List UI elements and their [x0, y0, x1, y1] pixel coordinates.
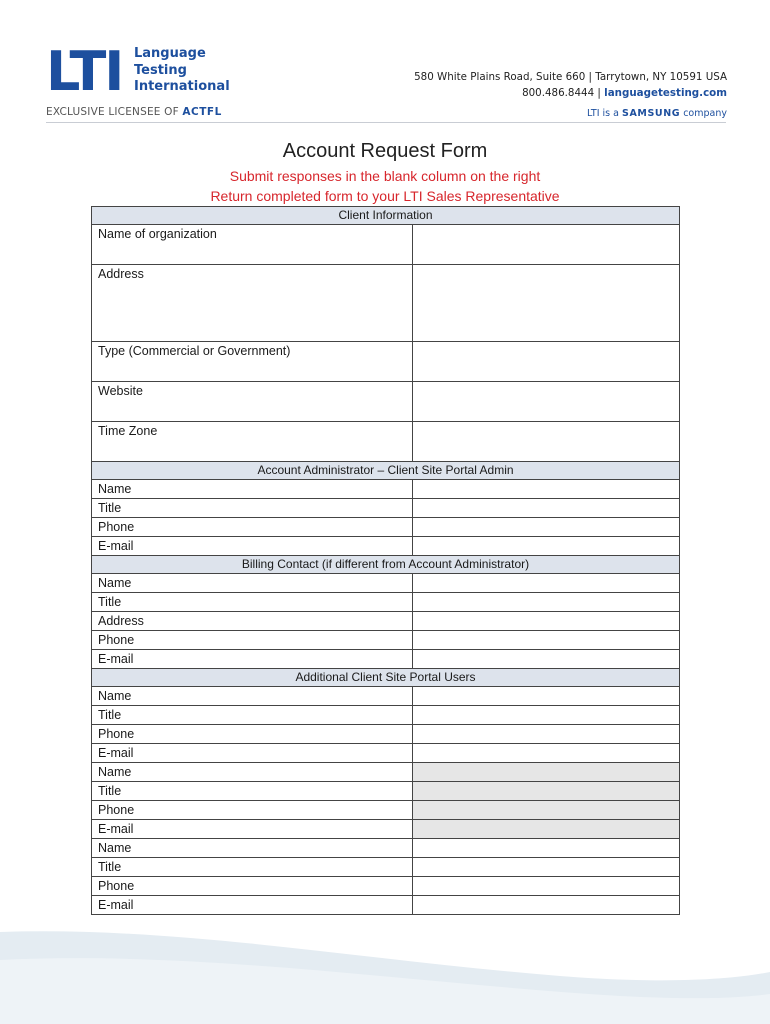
user2-email-input[interactable] [413, 820, 680, 839]
table-row [92, 782, 680, 801]
field-label: Type (Commercial or Government) [92, 342, 413, 382]
table-row [92, 265, 680, 342]
field-label: Name [92, 480, 413, 499]
table-row [92, 687, 680, 706]
logo-word-language: Language [134, 46, 206, 61]
table-row [92, 612, 680, 631]
user1-phone-input[interactable] [413, 725, 680, 744]
field-label: Phone [92, 801, 413, 820]
user2-name-input[interactable] [413, 763, 680, 782]
table-row [92, 631, 680, 650]
user1-title-input[interactable] [413, 706, 680, 725]
table-row [92, 896, 680, 915]
samsung-suffix: company [683, 108, 727, 119]
licensee-org: ACTFL [182, 106, 222, 118]
field-label: Name [92, 763, 413, 782]
field-label: Title [92, 593, 413, 612]
field-label: Phone [92, 631, 413, 650]
user1-email-input[interactable] [413, 744, 680, 763]
instruction-line-2: Return completed form to your LTI Sales Representative [210, 188, 560, 204]
table-row [92, 763, 680, 782]
user2-title-input[interactable] [413, 782, 680, 801]
field-label: E-mail [92, 820, 413, 839]
table-row [92, 342, 680, 382]
table-row [92, 725, 680, 744]
field-label: E-mail [92, 650, 413, 669]
field-label: Title [92, 782, 413, 801]
table-row [92, 574, 680, 593]
table-row [92, 839, 680, 858]
section-header-billing [92, 556, 680, 574]
table-row [92, 537, 680, 556]
table-row [92, 382, 680, 422]
field-label: E-mail [92, 744, 413, 763]
field-label: Name of organization [92, 225, 413, 265]
logo-word-testing: Testing [134, 62, 187, 78]
org-type-input[interactable] [413, 342, 680, 382]
logo-mark: LTI [46, 40, 123, 103]
field-label: Website [92, 382, 413, 422]
billing-name-input[interactable] [413, 574, 680, 593]
website-link[interactable]: languagetesting.com [604, 87, 727, 99]
lti-logo [46, 40, 230, 103]
table-row [92, 518, 680, 537]
section-title: Client Information [92, 207, 680, 225]
billing-email-input[interactable] [413, 650, 680, 669]
field-label: Address [92, 265, 413, 342]
field-label: Time Zone [92, 422, 413, 462]
section-title: Account Administrator – Client Site Portal Admin [92, 462, 680, 480]
field-label: Phone [92, 725, 413, 744]
table-row [92, 706, 680, 725]
field-label: Name [92, 839, 413, 858]
logo-wordmark [134, 46, 230, 96]
table-row [92, 499, 680, 518]
table-row [92, 877, 680, 896]
field-label: Name [92, 574, 413, 593]
user1-name-input[interactable] [413, 687, 680, 706]
phone-web-line [414, 85, 727, 101]
section-header-client-info [92, 207, 680, 225]
table-row [92, 225, 680, 265]
street-address: 580 White Plains Road, Suite 660 | Tarrytown, NY 10591 USA [414, 71, 727, 83]
billing-title-input[interactable] [413, 593, 680, 612]
table-row [92, 650, 680, 669]
organization-name-input[interactable] [413, 225, 680, 265]
form-title: Account Request Form [282, 140, 488, 162]
field-label: Title [92, 858, 413, 877]
user3-name-input[interactable] [413, 839, 680, 858]
field-label: Address [92, 612, 413, 631]
website-input[interactable] [413, 382, 680, 422]
field-label: Phone [92, 877, 413, 896]
samsung-tagline [587, 108, 727, 119]
footer-wave [0, 920, 770, 1024]
user3-phone-input[interactable] [413, 877, 680, 896]
field-label: E-mail [92, 896, 413, 915]
billing-address-input[interactable] [413, 612, 680, 631]
section-title: Additional Client Site Portal Users [92, 669, 680, 687]
section-header-additional-users [92, 669, 680, 687]
field-label: Phone [92, 518, 413, 537]
phone-number: 800.486.8444 | [522, 87, 601, 99]
table-row [92, 744, 680, 763]
admin-phone-input[interactable] [413, 518, 680, 537]
admin-email-input[interactable] [413, 537, 680, 556]
field-label: Title [92, 499, 413, 518]
admin-title-input[interactable] [413, 499, 680, 518]
licensee-prefix: EXCLUSIVE LICENSEE OF [46, 106, 179, 118]
samsung-brand: SAMSUNG [622, 108, 681, 119]
field-label: E-mail [92, 537, 413, 556]
table-row [92, 422, 680, 462]
address-input[interactable] [413, 265, 680, 342]
table-row [92, 593, 680, 612]
table-row [92, 801, 680, 820]
section-header-account-admin [92, 462, 680, 480]
table-row [92, 820, 680, 839]
samsung-prefix: LTI is a [586, 108, 619, 119]
table-row [92, 858, 680, 877]
field-label: Name [92, 687, 413, 706]
table-row [92, 480, 680, 499]
logo-word-international: International [134, 79, 230, 94]
time-zone-input[interactable] [413, 422, 680, 462]
instruction-line-1: Submit responses in the blank column on the right [229, 168, 541, 184]
admin-name-input[interactable] [413, 480, 680, 499]
header-divider [46, 122, 726, 123]
licensee-line [46, 106, 222, 118]
user2-phone-input[interactable] [413, 801, 680, 820]
section-title: Billing Contact (if different from Account Administrator) [92, 556, 680, 574]
field-label: Title [92, 706, 413, 725]
contact-block [414, 69, 727, 101]
account-request-table [91, 206, 680, 915]
user3-title-input[interactable] [413, 858, 680, 877]
billing-phone-input[interactable] [413, 631, 680, 650]
user3-email-input[interactable] [413, 896, 680, 915]
